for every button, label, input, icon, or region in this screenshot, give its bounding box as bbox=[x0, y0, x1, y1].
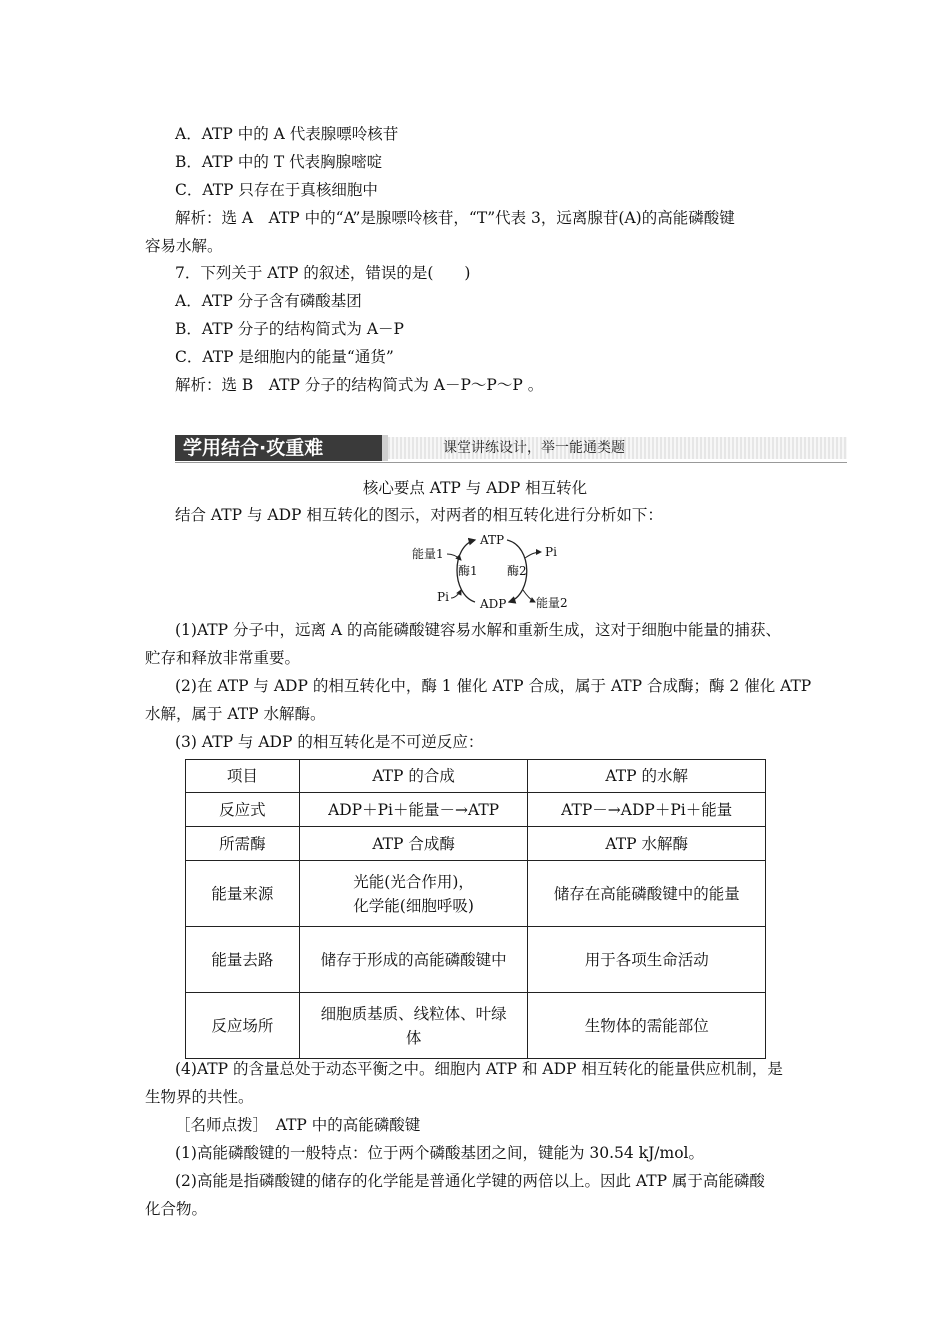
table-row bbox=[186, 827, 766, 861]
label-enzyme2: 酶2 bbox=[507, 564, 527, 578]
point-3: (3) ATP 与 ADP 的相互转化是不可逆反应： bbox=[175, 733, 484, 751]
table-cell bbox=[299, 861, 528, 927]
table-cell: 储存于形成的高能磷酸键中 bbox=[299, 927, 528, 993]
section-banner bbox=[175, 433, 847, 465]
label-pi-bottom: Pi bbox=[437, 590, 449, 604]
label-enzyme1: 酶1 bbox=[458, 564, 478, 578]
table-cell-line: 化学能(细胞呼吸) bbox=[353, 896, 474, 915]
atp-adp-cycle-diagram bbox=[405, 532, 585, 612]
q6-option-b: B．ATP 中的 T 代表胸腺嘧啶 bbox=[175, 153, 383, 171]
table-cell bbox=[299, 993, 528, 1059]
table-cell: 能量来源 bbox=[186, 861, 300, 927]
q7-analysis: 解析：选 B ATP 分子的结构简式为 A－P～P～P 。 bbox=[175, 376, 544, 394]
table-cell-line: 光能(光合作用)， bbox=[353, 872, 474, 891]
table-header: ATP 的合成 bbox=[299, 760, 528, 793]
teacher-tip-2-cont: 化合物。 bbox=[145, 1200, 208, 1218]
table-cell: 反应式 bbox=[186, 793, 300, 827]
q7-stem: 7．下列关于 ATP 的叙述，错误的是( ) bbox=[175, 264, 471, 282]
section-title: 核心要点 ATP 与 ADP 相互转化 bbox=[362, 479, 588, 497]
comparison-table bbox=[185, 759, 766, 1059]
q7-option-a: A．ATP 分子含有磷酸基团 bbox=[175, 292, 362, 310]
point-4: (4)ATP 的含量总处于动态平衡之中。细胞内 ATP 和 ADP 相互转化的能量供应机制，是 bbox=[175, 1060, 783, 1078]
banner-tag: 学用结合·攻重难 bbox=[175, 435, 388, 461]
label-energy1: 能量1 bbox=[412, 547, 444, 561]
table-cell-line: 体 bbox=[405, 1028, 422, 1047]
point-2: (2)在 ATP 与 ADP 的相互转化中，酶 1 催化 ATP 合成，属于 ATP 合成酶；酶 2 催化 ATP bbox=[175, 677, 812, 695]
table-cell: 用于各项生命活动 bbox=[528, 927, 766, 993]
q7-option-c: C．ATP 是细胞内的能量“通货” bbox=[175, 348, 394, 366]
q6-option-a: A．ATP 中的 A 代表腺嘌呤核苷 bbox=[175, 125, 399, 143]
q6-analysis: 解析：选 A ATP 中的“A”是腺嘌呤核苷，“T”代表 3，远离腺苷(A)的高能磷酸键 bbox=[175, 209, 735, 227]
table-cell: ADP＋Pi＋能量－→ATP bbox=[299, 793, 528, 827]
teacher-tip-2: (2)高能是指磷酸键的储存的化学能是普通化学键的两倍以上。因此 ATP 属于高能磷酸 bbox=[175, 1172, 765, 1190]
table-row bbox=[186, 927, 766, 993]
point-1: (1)ATP 分子中，远离 A 的高能磷酸键容易水解和重新生成，这对于细胞中能量的捕获、 bbox=[175, 621, 782, 639]
table-cell: ATP 合成酶 bbox=[299, 827, 528, 861]
table-header-row bbox=[186, 760, 766, 793]
table-cell-line: 细胞质基质、线粒体、叶绿 bbox=[320, 1004, 507, 1023]
q6-option-c: C．ATP 只存在于真核细胞中 bbox=[175, 181, 378, 199]
table-cell: ATP 水解酶 bbox=[528, 827, 766, 861]
intro-text: 结合 ATP 与 ADP 相互转化的图示，对两者的相互转化进行分析如下： bbox=[175, 506, 663, 524]
table-cell: 反应场所 bbox=[186, 993, 300, 1059]
point-4-cont: 生物界的共性。 bbox=[145, 1088, 254, 1106]
table-cell: 储存在高能磷酸键中的能量 bbox=[528, 861, 766, 927]
teacher-tip-title: ［名师点拨］ ATP 中的高能磷酸键 bbox=[175, 1116, 421, 1134]
table-cell: 所需酶 bbox=[186, 827, 300, 861]
point-1-cont: 贮存和释放非常重要。 bbox=[145, 649, 301, 667]
table-cell: 生物体的需能部位 bbox=[528, 993, 766, 1059]
table-cell: 能量去路 bbox=[186, 927, 300, 993]
teacher-tip-1: (1)高能磷酸键的一般特点：位于两个磷酸基团之间，键能为 30.54 kJ/mol。 bbox=[175, 1144, 704, 1162]
table-row bbox=[186, 793, 766, 827]
banner-rule bbox=[175, 462, 847, 463]
label-pi-top: Pi bbox=[545, 545, 557, 559]
label-adp: ADP bbox=[480, 597, 507, 611]
table-row bbox=[186, 861, 766, 927]
label-atp: ATP bbox=[480, 533, 505, 547]
banner-subtitle: 课堂讲练设计，举一能通类题 bbox=[443, 440, 625, 456]
point-2-cont: 水解，属于 ATP 水解酶。 bbox=[145, 705, 326, 723]
table-header: 项目 bbox=[186, 760, 300, 793]
q6-analysis-cont: 容易水解。 bbox=[145, 237, 223, 255]
label-energy2: 能量2 bbox=[536, 596, 568, 610]
table-cell: ATP－→ADP＋Pi＋能量 bbox=[528, 793, 766, 827]
q7-option-b: B．ATP 分子的结构简式为 A－P bbox=[175, 320, 404, 338]
table-header: ATP 的水解 bbox=[528, 760, 766, 793]
table-row bbox=[186, 993, 766, 1059]
